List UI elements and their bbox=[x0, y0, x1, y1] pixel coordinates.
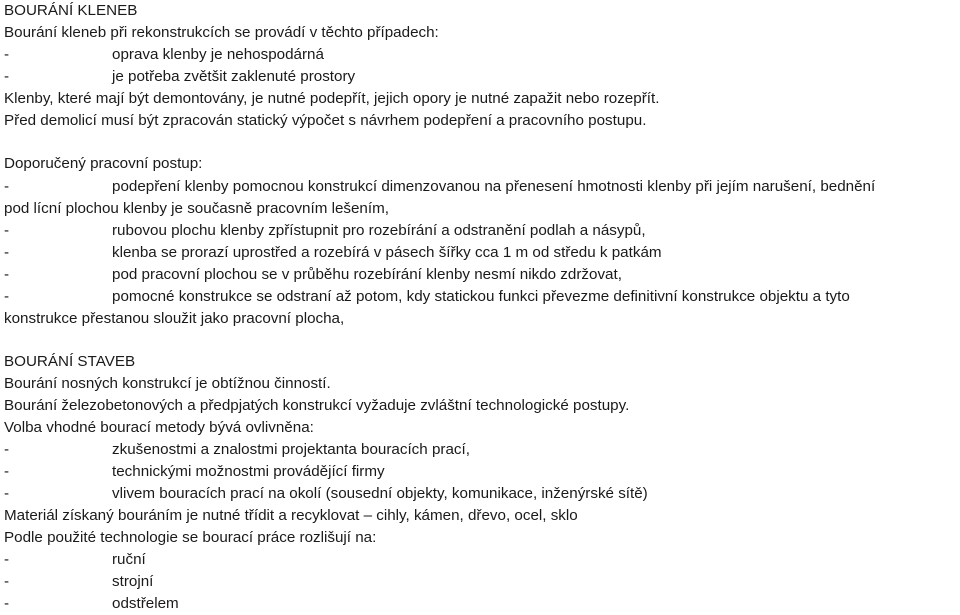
text-line: Klenby, které mají být demontovány, je nutné podepřít, jejich opory je nutné zapažit nebo rozepřít. bbox=[4, 90, 660, 107]
section-heading: Doporučený pracovní postup: bbox=[4, 155, 203, 172]
text-line: Bourání železobetonových a předpjatých konstrukcí vyžaduje zvláštní technologické postupy. bbox=[4, 397, 630, 414]
text-line: Bourání nosných konstrukcí je obtížnou činností. bbox=[4, 375, 331, 392]
text-line: Před demolicí musí být zpracován statický výpočet s návrhem podepření a pracovního postupu. bbox=[4, 112, 647, 129]
text-line: pod lícní plochou klenby je současně pracovním lešením, bbox=[4, 200, 389, 217]
text-line: konstrukce přestanou sloužit jako pracovní plocha, bbox=[4, 310, 345, 327]
section-heading: BOURÁNÍ KLENEB bbox=[4, 2, 138, 19]
text-line: Volba vhodné bourací metody bývá ovlivněna: bbox=[4, 419, 314, 436]
text-line: Materiál získaný bouráním je nutné třídit a recyklovat – cihly, kámen, dřevo, ocel, sklo bbox=[4, 507, 578, 524]
section-heading: BOURÁNÍ STAVEB bbox=[4, 353, 136, 370]
text-line: Podle použité technologie se bourací práce rozlišují na: bbox=[4, 529, 377, 546]
text-line: Bourání kleneb při rekonstrukcích se provádí v těchto případech: bbox=[4, 24, 439, 41]
